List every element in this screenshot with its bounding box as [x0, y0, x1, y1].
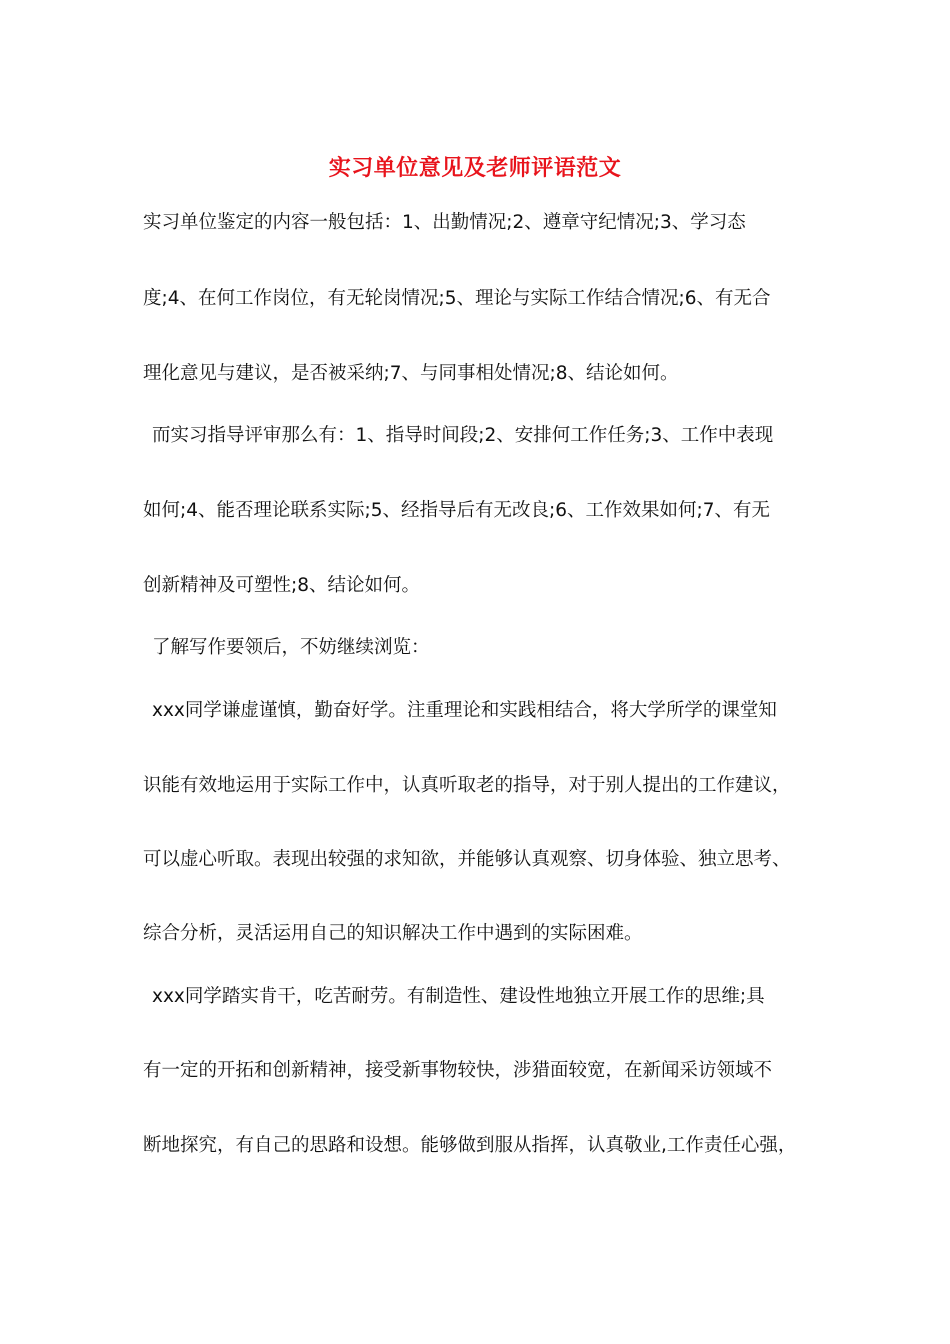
paragraph-line: 了解写作要领后，不妨继续浏览： [152, 637, 430, 658]
paragraph-line: 可以虚心听取。表现出较强的求知欲，并能够认真观察、切身体验、独立思考、 [143, 849, 791, 870]
paragraph-line: xxx同学踏实肯干，吃苦耐劳。有制造性、建设性地独立开展工作的思维;具 [152, 986, 765, 1007]
paragraph-line: 而实习指导评审那么有：1、指导时间段;2、安排何工作任务;3、工作中表现 [152, 425, 774, 446]
paragraph-line: 度;4、在何工作岗位，有无轮岗情况;5、理论与实际工作结合情况;6、有无合 [143, 288, 771, 309]
document-title: 实习单位意见及老师评语范文 [328, 155, 622, 181]
paragraph-line: 综合分析，灵活运用自己的知识解决工作中遇到的实际困难。 [143, 923, 643, 944]
paragraph-line: 有一定的开拓和创新精神，接受新事物较快，涉猎面较宽，在新闻采访领域不 [143, 1060, 773, 1081]
paragraph-line: 创新精神及可塑性;8、结论如何。 [143, 575, 421, 596]
paragraph-line: xxx同学谦虚谨慎，勤奋好学。注重理论和实践相结合，将大学所学的课堂知 [152, 700, 777, 721]
paragraph-line: 理化意见与建议，是否被采纳;7、与同事相处情况;8、结论如何。 [143, 363, 679, 384]
paragraph-line: 断地探究，有自己的思路和设想。能够做到服从指挥，认真敬业,工作责任心强， [143, 1135, 797, 1156]
paragraph-line: 识能有效地运用于实际工作中，认真听取老的指导，对于别人提出的工作建议， [143, 775, 791, 796]
paragraph-line: 如何;4、能否理论联系实际;5、经指导后有无改良;6、工作效果如何;7、有无 [143, 500, 771, 521]
paragraph-line: 实习单位鉴定的内容一般包括：1、出勤情况;2、遵章守纪情况;3、学习态 [143, 212, 746, 233]
